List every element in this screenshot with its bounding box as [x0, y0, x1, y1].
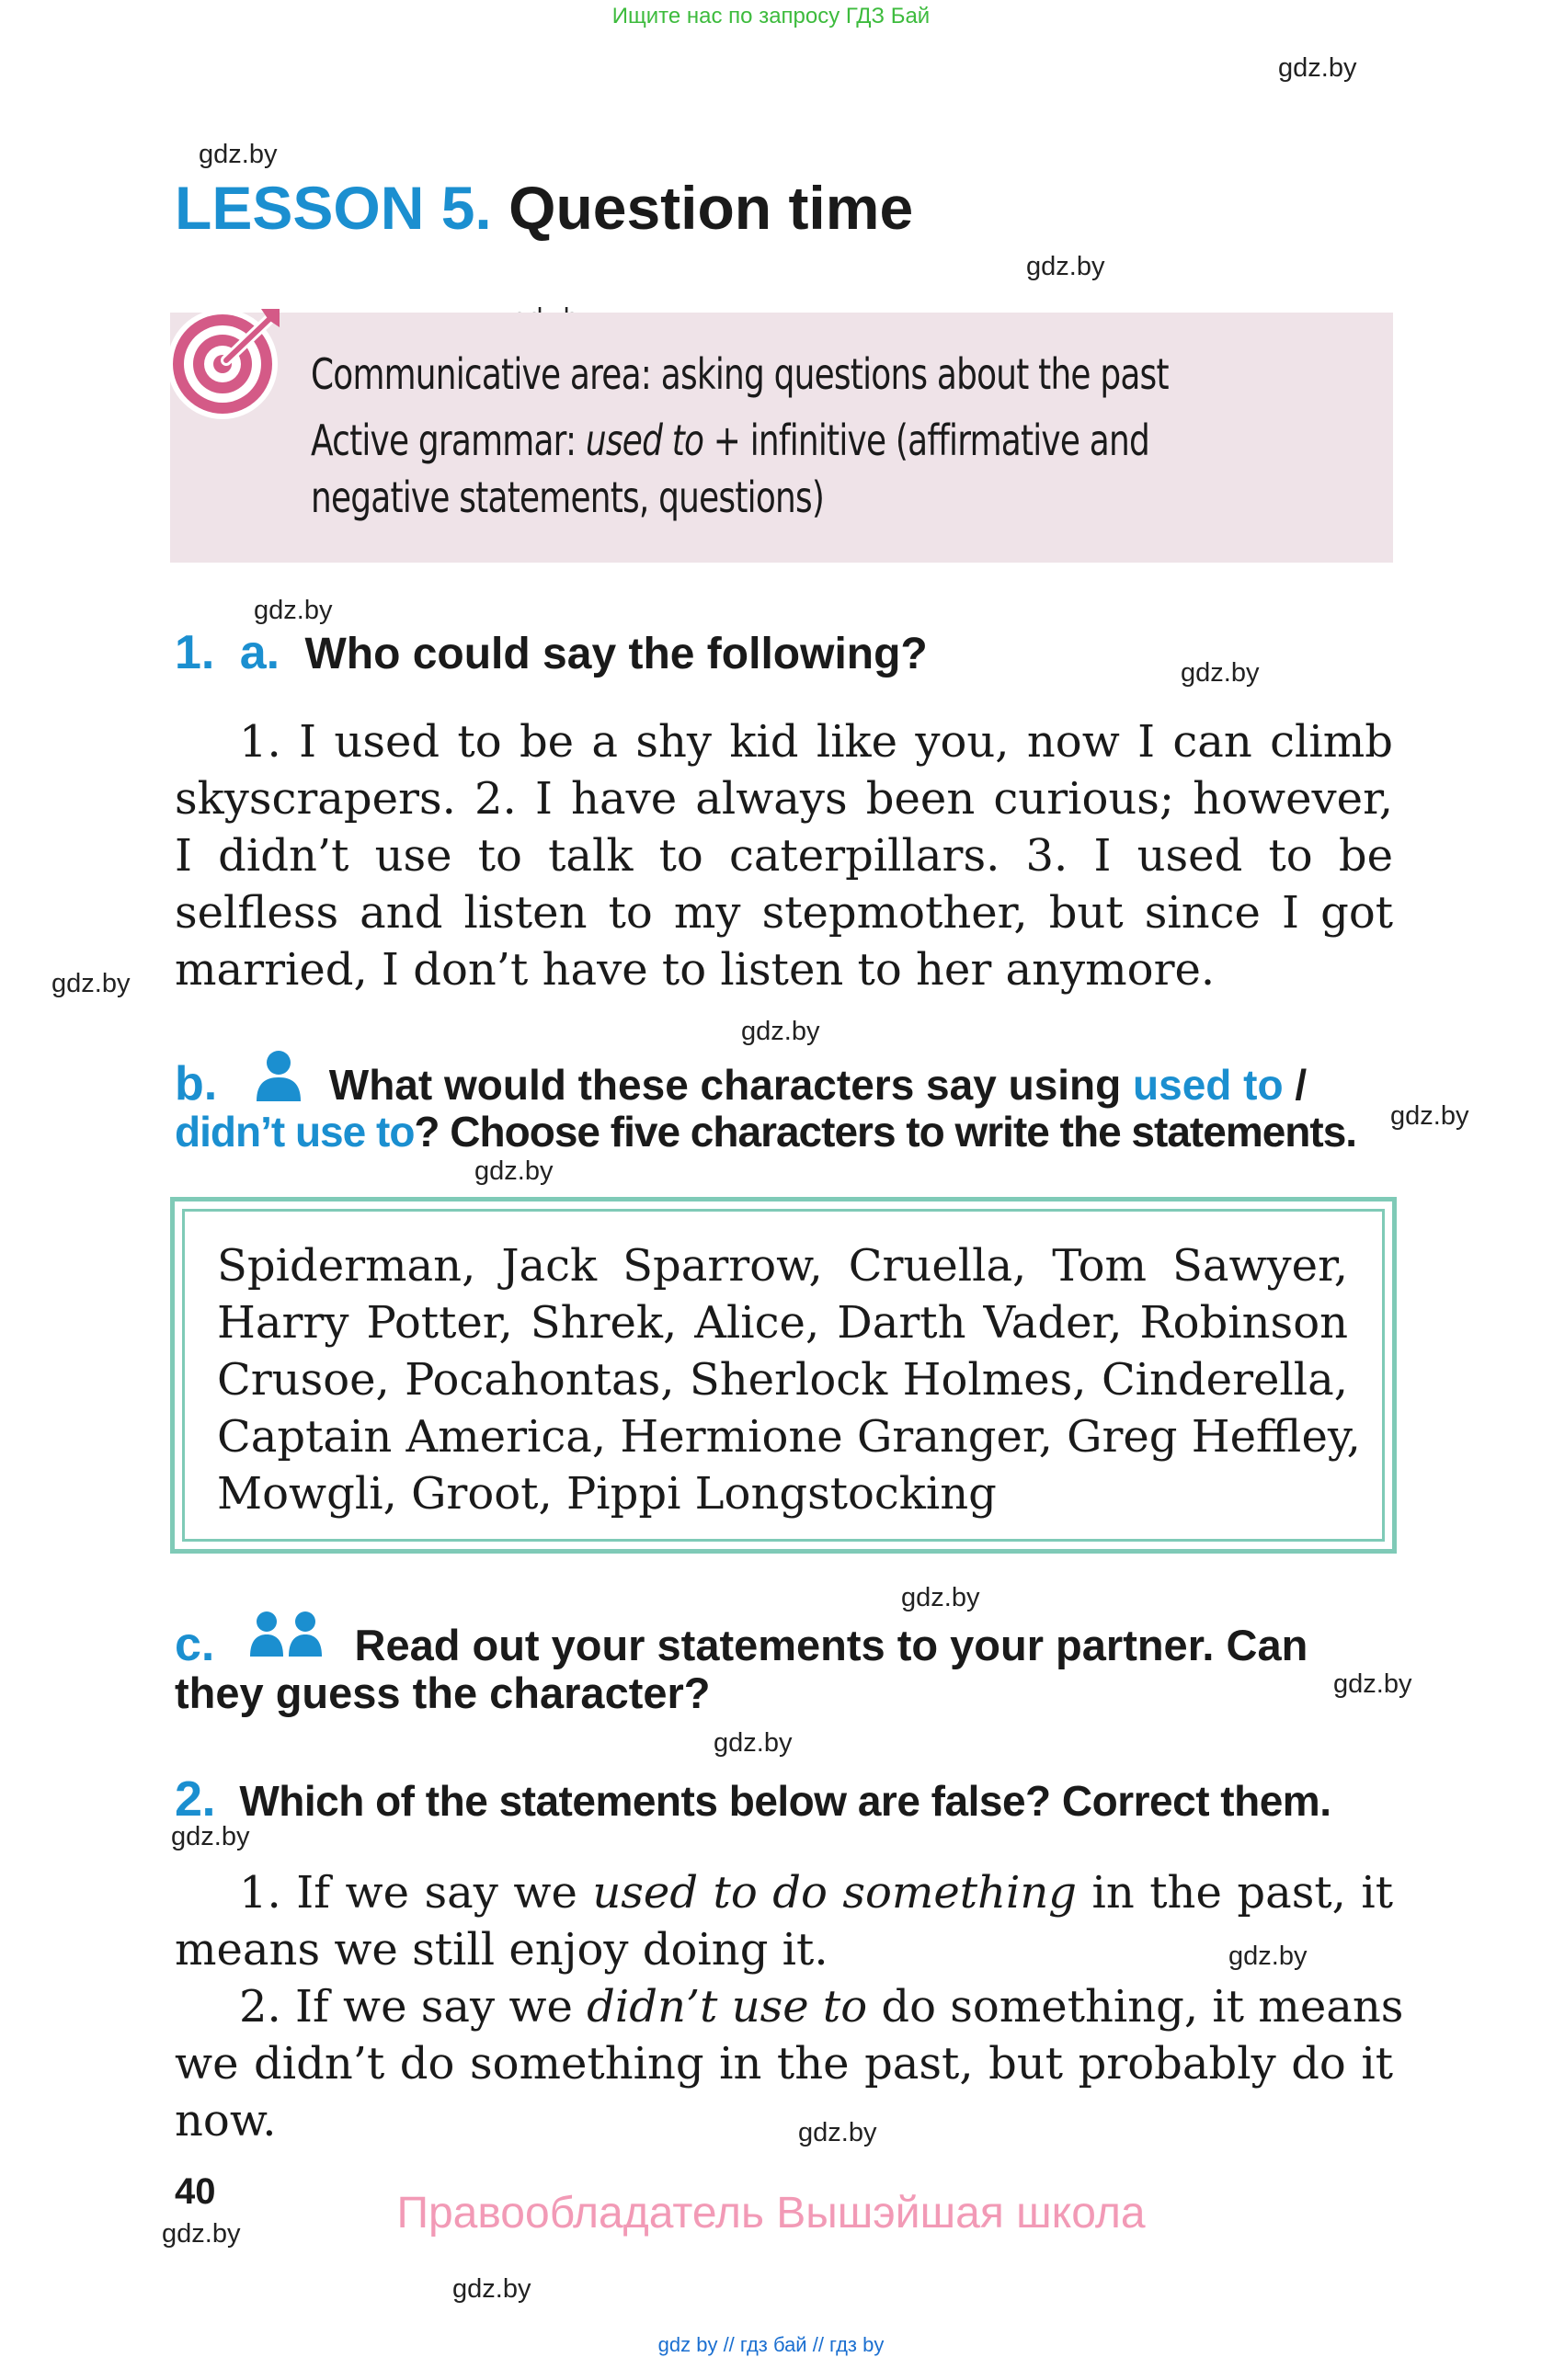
paragraph-line: 1. I used to be a shy kid like you, now I can climb — [239, 716, 1393, 768]
goal-grammar-line2: negative statements, questions) — [311, 473, 825, 522]
exercise-1c-heading — [175, 1611, 1308, 1672]
paragraph-line — [175, 1978, 1404, 2035]
statement-text: in the past, it — [1091, 1867, 1394, 1919]
exercise-1c-text: Read out your statements to your partner. Can — [354, 1621, 1308, 1669]
pair-people-icon — [250, 1611, 324, 1658]
target-icon — [166, 303, 285, 423]
paragraph-line: we didn’t do something in the past, but probably do it — [175, 2038, 1393, 2090]
exercise-letter: b. — [175, 1057, 218, 1110]
goal-grammar — [311, 416, 1149, 465]
page-number: 40 — [175, 2171, 216, 2212]
watermark: gdz.by — [199, 140, 278, 169]
paragraph-line: married, I don’t have to listen to her anymore. — [175, 944, 1216, 996]
characters-line: Crusoe, Pocahontas, Sherlock Holmes, Cinderella, — [217, 1354, 1348, 1406]
watermark: gdz.by — [254, 596, 333, 625]
watermark: gdz.by — [452, 2274, 531, 2304]
statement-text: 1. If we say we — [239, 1867, 577, 1919]
paragraph-line — [175, 1864, 1393, 1921]
watermark: gdz.by — [798, 2118, 877, 2147]
exercise-1b-slash: / — [1295, 1061, 1308, 1109]
exercise-2-paragraph — [175, 1864, 1404, 2149]
exercise-1b-text: What would these characters say using — [328, 1061, 1122, 1109]
watermark: gdz.by — [1333, 1669, 1412, 1699]
exercise-1a-text: Who could say the following? — [304, 630, 928, 678]
watermark: gdz.by — [1228, 1942, 1308, 1971]
watermark: gdz.by — [162, 2219, 241, 2249]
goal-grammar-italic: used to — [585, 416, 704, 465]
paragraph-line: I didn’t use to talk to caterpillars. 3. I used to be — [175, 830, 1393, 882]
exercise-1a-heading — [175, 625, 928, 680]
watermark: gdz.by — [1390, 1101, 1469, 1131]
lesson-name: Question time — [508, 174, 914, 242]
characters-line: Harry Potter, Shrek, Alice, Darth Vader, Robinson — [217, 1297, 1348, 1349]
watermark: gdz.by — [741, 1017, 820, 1046]
characters-line: Captain America, Hermione Granger, Greg Heffley, — [217, 1411, 1361, 1463]
exercise-1c-text-line2: they guess the character? — [175, 1668, 711, 1717]
paragraph-line: selfless and listen to my stepmother, but since I got — [175, 887, 1393, 939]
footer-links: gdz by // гдз бай // гдз by — [657, 2333, 885, 2356]
exercise-1a-paragraph — [175, 713, 1393, 998]
exercise-2-heading — [175, 1771, 1331, 1828]
watermark: gdz.by — [714, 1728, 793, 1758]
watermark: gdz.by — [51, 969, 131, 998]
statement-text: 2. If we say we — [239, 1981, 573, 2033]
page-title — [175, 173, 913, 243]
lesson-number: LESSON 5. — [175, 174, 492, 242]
paragraph-line: skyscrapers. 2. I have always been curious; however, — [175, 773, 1393, 825]
statement-italic: didn’t use to — [587, 1981, 868, 2033]
watermark: gdz.by — [171, 1822, 250, 1851]
watermark: gdz.by — [1278, 53, 1357, 83]
watermark: gdz.by — [474, 1156, 554, 1186]
goal-communicative-label: Communicative area: — [311, 349, 652, 399]
exercise-1b-heading-line2 — [175, 1107, 1356, 1156]
paragraph-line: means we still enjoy doing it. — [175, 1924, 828, 1976]
characters-line: Spiderman, Jack Sparrow, Cruella, Tom Sawyer, — [217, 1240, 1348, 1292]
statement-italic: used to do something — [592, 1867, 1077, 1919]
exercise-number: 2. — [175, 1771, 216, 1827]
goal-communicative-text: asking questions about the past — [660, 349, 1169, 399]
single-person-icon — [253, 1050, 304, 1103]
top-banner: Ищите нас по запросу ГДЗ Бай — [611, 4, 931, 28]
exercise-1b-heading — [175, 1050, 1307, 1111]
copyright-notice: Правообладатель Вышэйшая школа — [396, 2189, 1146, 2238]
characters-list — [217, 1237, 1361, 1522]
watermark: gdz.by — [1026, 252, 1105, 281]
exercise-letter: c. — [175, 1618, 215, 1671]
goal-grammar-label: Active grammar: — [311, 416, 577, 465]
exercise-2-text: Which of the statements below are false? Correct them. — [239, 1777, 1331, 1825]
goal-grammar-text: + infinitive (affirmative and — [713, 416, 1149, 465]
statement-text: do something, it means — [881, 1981, 1404, 2033]
exercise-number: 1. — [175, 626, 215, 679]
exercise-1b-text: ? Choose five characters to write the statements. — [414, 1108, 1357, 1156]
exercise-1b-highlight: didn’t use to — [175, 1108, 415, 1156]
watermark: gdz.by — [901, 1583, 980, 1612]
exercise-letter: a. — [239, 626, 280, 679]
exercise-1b-highlight: used to — [1133, 1061, 1284, 1109]
goal-communicative — [311, 349, 1169, 399]
watermark: gdz.by — [1181, 658, 1260, 688]
characters-line: Mowgli, Groot, Pippi Longstocking — [217, 1468, 997, 1520]
paragraph-line: now. — [175, 2095, 277, 2147]
